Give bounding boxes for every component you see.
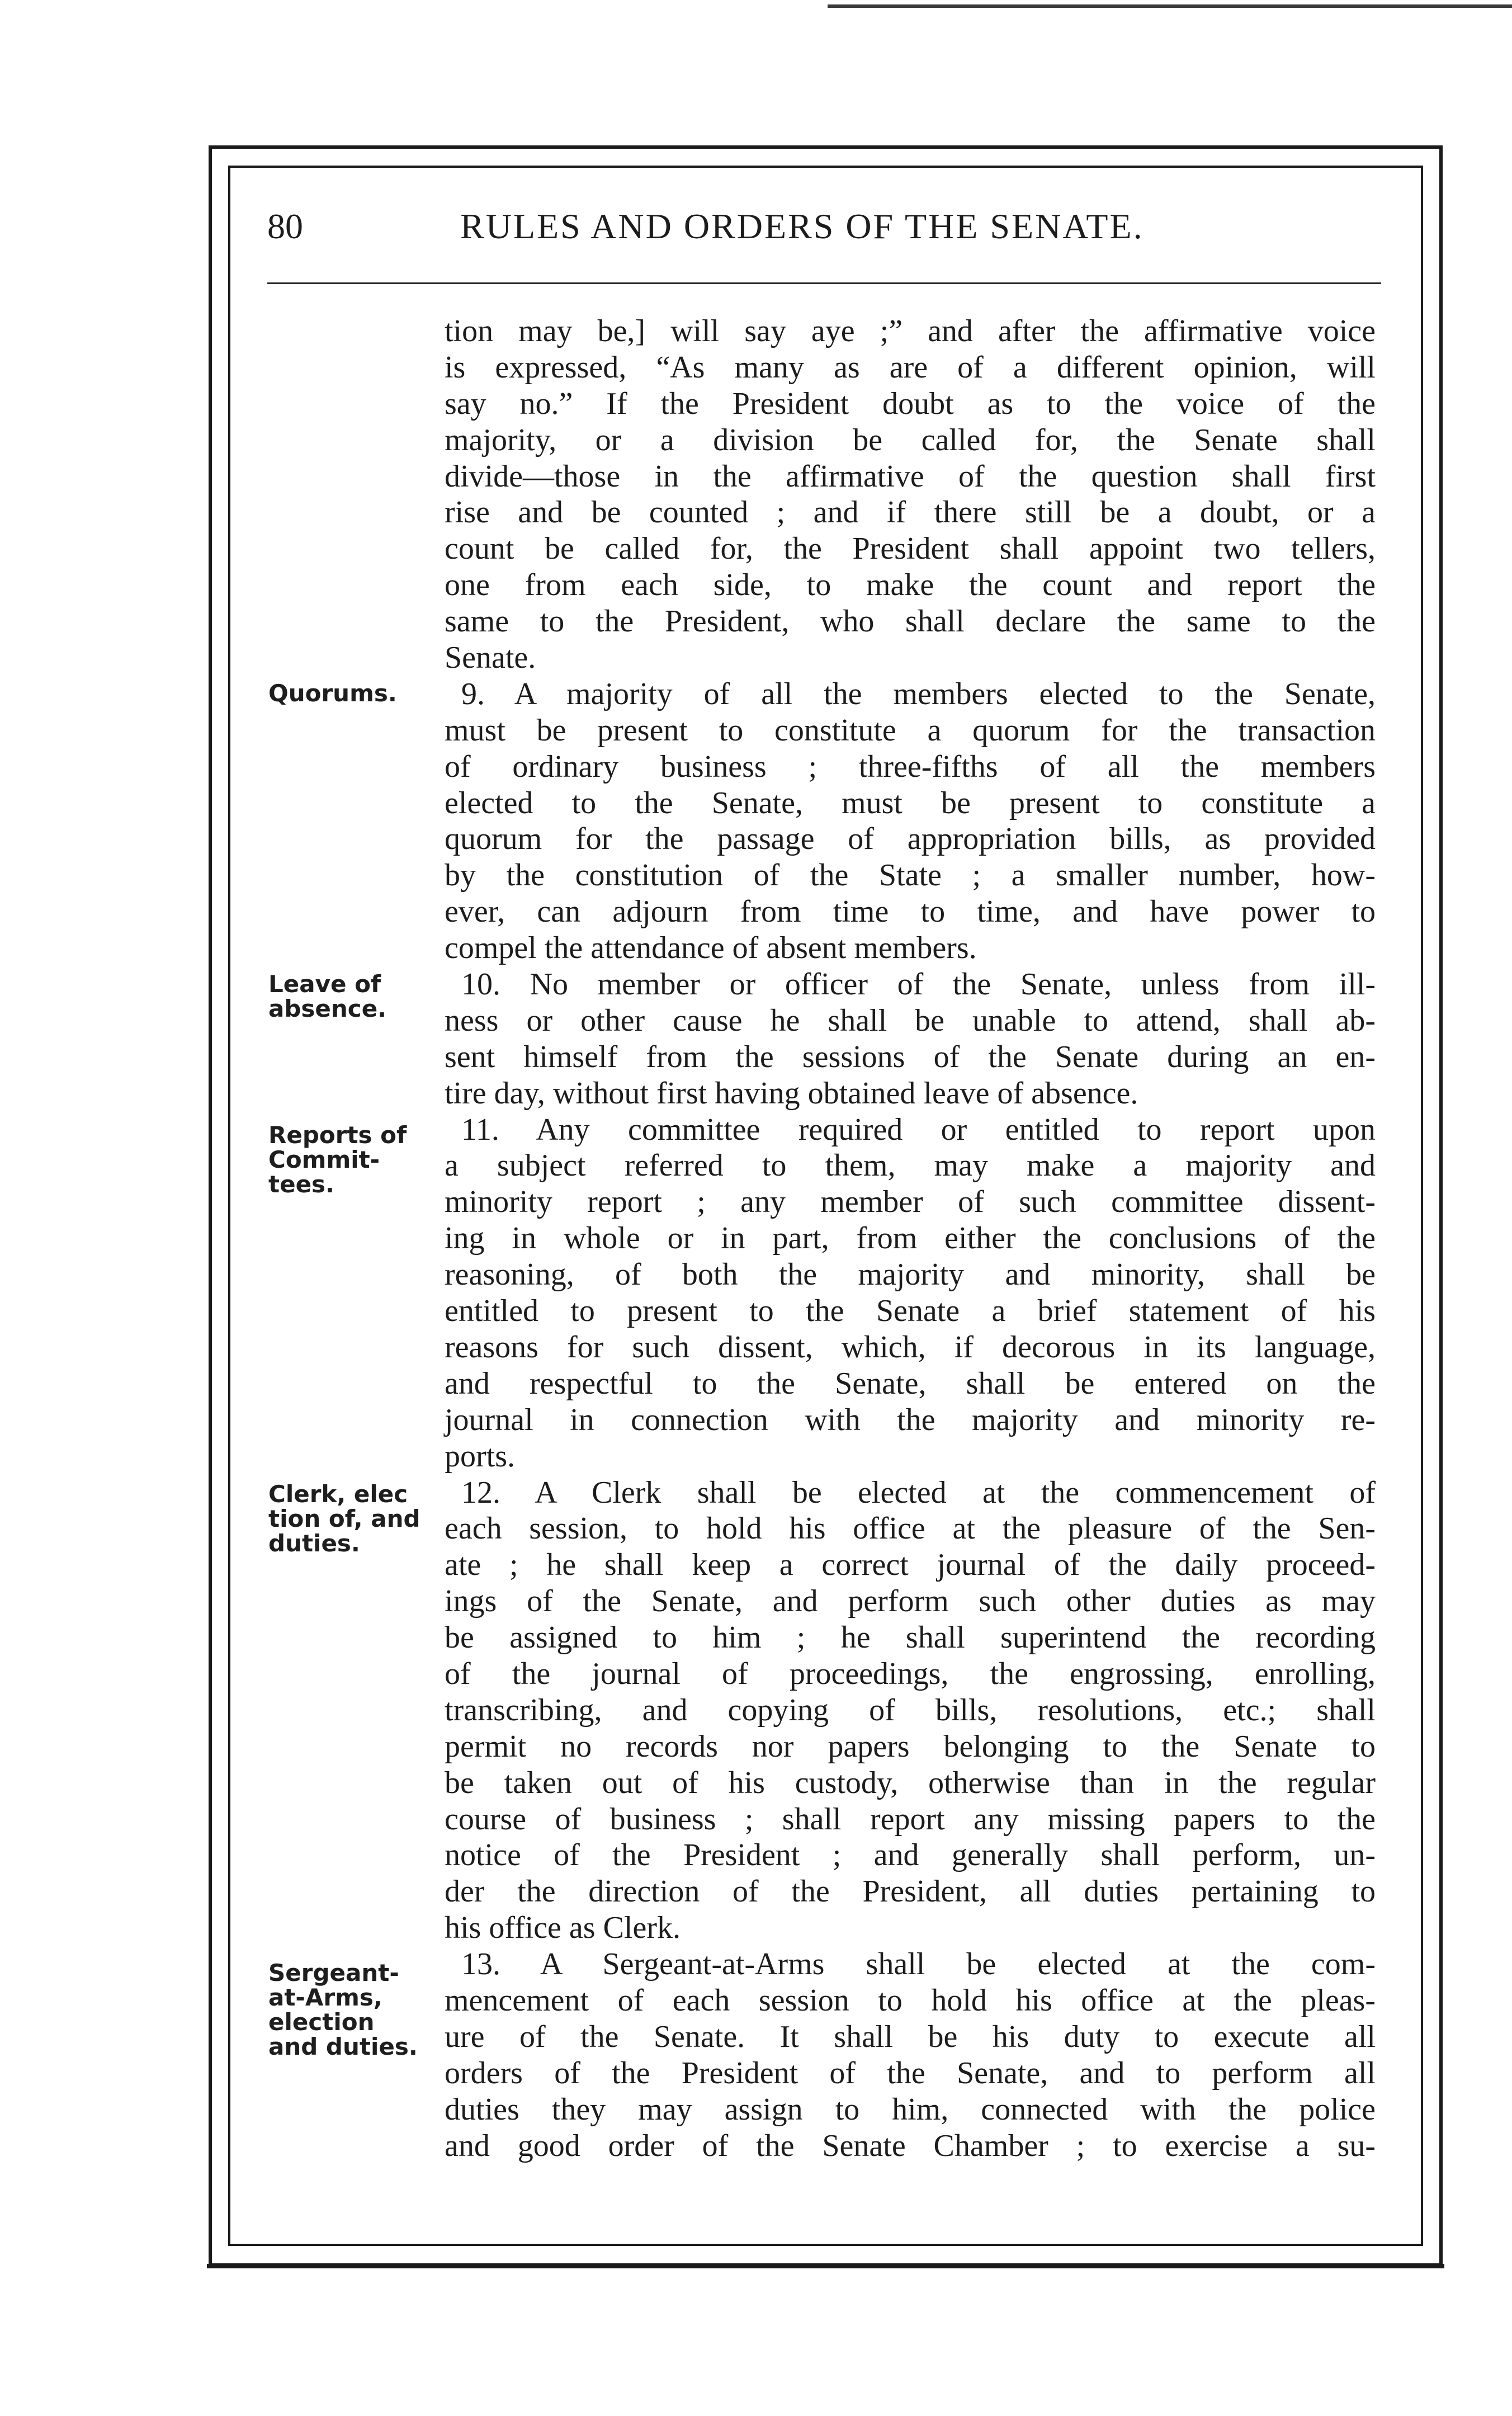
text-line: must be present to constitute a quorum for the transaction [445, 712, 1376, 748]
text-line: mencement of each session to hold his office at the pleas- [445, 1983, 1376, 2018]
text-line: is expressed, “As many as are of a different opinion, will [445, 350, 1376, 385]
text-line: majority, or a division be called for, the Senate shall [445, 422, 1376, 457]
page-number: 80 [267, 206, 303, 246]
text-line: ness or other cause he shall be unable to attend, shall ab- [445, 1003, 1376, 1038]
margin-note-line: tion of, and [268, 1505, 420, 1532]
text-line: say no.” If the President doubt as to the voice of the [445, 386, 1376, 421]
margin-note-line: at-Arms, [268, 1984, 382, 2011]
text-line: ever, can adjourn from time to time, and have power to [445, 894, 1376, 929]
margin-note-line: Sergeant- [268, 1959, 399, 1986]
margin-note-line: Clerk, elec [268, 1480, 408, 1508]
text-line: tion may be,] will say aye ;” and after the affirmative voice [445, 314, 1376, 348]
text-line: duties they may assign to him, connected with the police [445, 2092, 1376, 2127]
margin-note-line: tees. [268, 1171, 335, 1198]
header-rule [267, 282, 1381, 284]
text-line: and respectful to the Senate, shall be entered on the [445, 1366, 1376, 1401]
text-line: Senate. [445, 640, 536, 676]
rule-12-line: 12. A Clerk shall be elected at the commencement of [461, 1475, 1376, 1510]
text-line: sent himself from the sessions of the Senate during an en- [445, 1039, 1376, 1074]
margin-note-line: Commit- [268, 1146, 380, 1173]
text-line: journal in connection with the majority and minority re- [445, 1402, 1376, 1437]
text-line: minority report ; any member of such committee dissent- [445, 1185, 1376, 1220]
text-line: reasons for such dissent, which, if decorous in its language, [445, 1329, 1376, 1365]
margin-note-sergeant-at-arms [268, 1961, 436, 2059]
text-line: transcribing, and copying of bills, resolutions, etc.; shall [445, 1692, 1376, 1728]
margin-note-leave-of-absence [268, 972, 436, 1021]
text-line: ate ; he shall keep a correct journal of the daily proceed- [445, 1547, 1376, 1583]
text-line: rise and be counted ; and if there still be a doubt, or a [445, 495, 1376, 530]
rule-9-line: 9. A majority of all the members elected to the Senate, [461, 676, 1376, 711]
margin-note-line: election [268, 2008, 375, 2036]
text-line: orders of the President of the Senate, and to perform all [445, 2055, 1376, 2091]
text-line: ure of the Senate. It shall be his duty to execute all [445, 2019, 1376, 2054]
margin-note-line: duties. [268, 1530, 360, 1557]
text-line: of ordinary business ; three-fifths of all the members [445, 749, 1376, 784]
margin-note-line: absence. [268, 995, 387, 1022]
text-line: of the journal of proceedings, the engrossing, enrolling, [445, 1656, 1376, 1691]
page-header [267, 201, 1386, 252]
text-line: ings of the Senate, and perform such other duties as may [445, 1584, 1376, 1619]
text-line: each session, to hold his office at the pleasure of the Sen- [445, 1511, 1376, 1546]
text-line: and good order of the Senate Chamber ; to exercise a su- [445, 2128, 1376, 2163]
rule-11-line: 11. Any committee required or entitled to report upon [461, 1112, 1376, 1147]
text-line: his office as Clerk. [445, 1910, 681, 1946]
rule-10-line: 10. No member or officer of the Senate, unless from ill- [461, 967, 1376, 1002]
margin-note-reports-of-committees [268, 1123, 436, 1197]
text-line: reasoning, of both the majority and minority, shall be [445, 1257, 1376, 1292]
top-edge-rule [828, 4, 1512, 8]
text-line: elected to the Senate, must be present to constitute a [445, 785, 1376, 820]
margin-note-clerk [268, 1482, 436, 1556]
text-line: by the constitution of the State ; a smaller number, how- [445, 858, 1376, 893]
text-line: a subject referred to them, may make a majority and [445, 1148, 1376, 1183]
text-line: course of business ; shall report any missing papers to the [445, 1801, 1376, 1837]
text-line: same to the President, who shall declare the same to the [445, 604, 1376, 639]
margin-note-line: Reports of [268, 1121, 407, 1149]
text-line: ports. [445, 1438, 515, 1474]
text-line: entitled to present to the Senate a brief statement of his [445, 1294, 1376, 1329]
text-line: tire day, without first having obtained leave of absence. [445, 1075, 1138, 1111]
text-line: be assigned to him ; he shall superintend the recording [445, 1620, 1376, 1655]
text-line: one from each side, to make the count and report the [445, 568, 1376, 603]
text-line: count be called for, the President shall appoint two tellers, [445, 531, 1376, 567]
text-line: quorum for the passage of appropriation bills, as provided [445, 822, 1376, 857]
rule-13-line: 13. A Sergeant-at-Arms shall be elected at the com- [461, 1947, 1376, 1982]
margin-note-line: Leave of [268, 970, 381, 998]
margin-note-line: Quorums. [268, 680, 397, 707]
text-line: ing in whole or in part, from either the conclusions of the [445, 1221, 1376, 1256]
text-line: permit no records nor papers belonging to the Senate to [445, 1729, 1376, 1764]
margin-note-quorums [268, 681, 436, 706]
margin-note-line: and duties. [268, 2033, 418, 2060]
body-text [445, 313, 1376, 2164]
text-line: divide—those in the affirmative of the question shall first [445, 459, 1376, 494]
text-line: der the direction of the President, all duties pertaining to [445, 1874, 1376, 1909]
page-frame-bottom-rule [207, 2264, 1444, 2268]
running-title: RULES AND ORDERS OF THE SENATE. [460, 206, 1144, 246]
text-line: compel the attendance of absent members. [445, 931, 977, 966]
text-line: be taken out of his custody, otherwise than in the regular [445, 1765, 1376, 1800]
text-line: notice of the President ; and generally shall perform, un- [445, 1838, 1376, 1873]
